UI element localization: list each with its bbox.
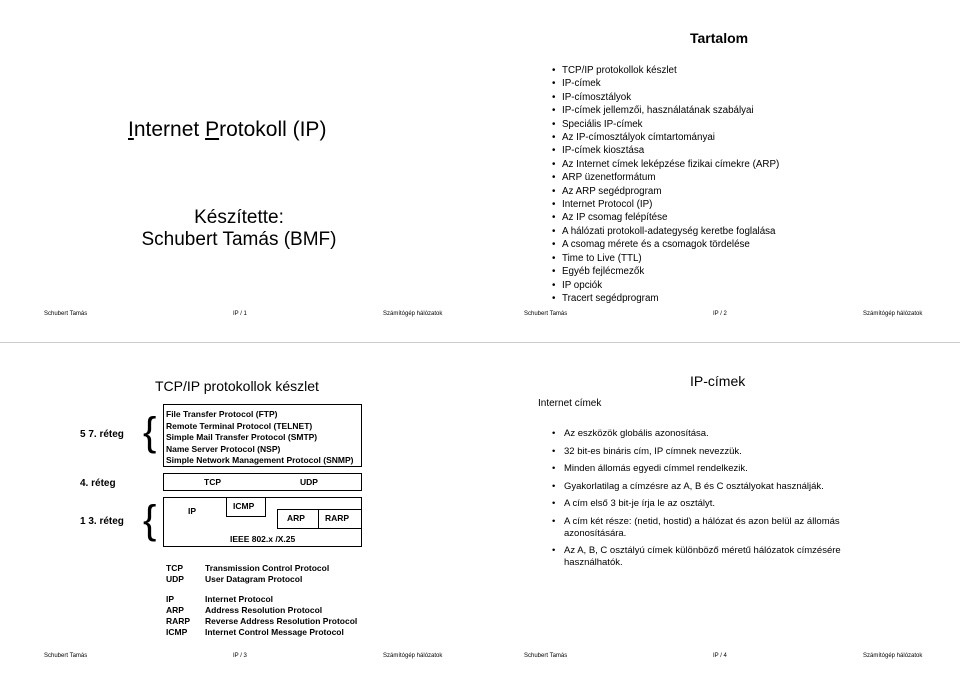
legend-abbr: ICMP xyxy=(166,627,188,637)
legend-abbreviations-1 xyxy=(166,563,184,585)
slide-title: IP-címek xyxy=(690,373,746,389)
footer-author: Schubert Tamás xyxy=(524,653,568,659)
icmp-label: ICMP xyxy=(233,501,255,511)
footer-course: Számítógép hálózatok xyxy=(383,653,443,659)
legend-full: User Datagram Protocol xyxy=(205,574,303,584)
list-item: • Minden állomás egyedi címmel rendelkezik. xyxy=(552,463,882,475)
udp-label: UDP xyxy=(300,477,318,487)
slide-footer xyxy=(480,653,960,663)
legend-definitions-1 xyxy=(205,563,329,585)
list-item: • A cím két része: (netid, hostid) a hálózat és azon belül az állomás azonosítására. xyxy=(552,516,882,540)
legend-abbr: TCP xyxy=(166,563,183,573)
footer-page: IP / 4 xyxy=(713,653,727,659)
presentation-title: Internet Protokoll (IP) xyxy=(128,118,327,141)
tcp-label: TCP xyxy=(204,477,221,487)
footer-author: Schubert Tamás xyxy=(524,311,568,317)
ip-label: IP xyxy=(188,506,197,516)
legend-full: Address Resolution Protocol xyxy=(205,605,323,615)
layer-label-1-3: 1 3. réteg xyxy=(80,516,124,527)
toc-item: • ARP üzenetformátum xyxy=(552,171,779,184)
toc-item: • IP-címosztályok xyxy=(552,91,779,104)
legend-abbreviations-2 xyxy=(166,594,190,638)
toc-item: • Az IP-címosztályok címtartományai xyxy=(552,131,779,144)
legend-full: Internet Protocol xyxy=(205,594,274,604)
protocol-item: File Transfer Protocol (FTP) xyxy=(166,409,278,419)
toc-list xyxy=(552,64,779,305)
legend-full: Internet Control Message Protocol xyxy=(205,627,344,637)
list-item: • Az eszközök globális azonosítása. xyxy=(552,428,882,440)
toc-item: • TCP/IP protokollok készlet xyxy=(552,64,779,77)
toc-heading: Tartalom xyxy=(690,30,749,46)
slide-subtitle: Internet címek xyxy=(538,398,602,409)
author-block xyxy=(128,207,350,251)
footer-author: Schubert Tamás xyxy=(44,653,88,659)
list-item: • A cím első 3 bit-je írja le az osztályt. xyxy=(552,498,882,510)
footer-page: IP / 1 xyxy=(233,311,247,317)
author-label: Készítette: xyxy=(194,207,284,228)
legend-abbr: IP xyxy=(166,594,175,604)
protocol-item: Name Server Protocol (NSP) xyxy=(166,443,281,454)
protocol-item: Simple Mail Transfer Protocol (SMTP) xyxy=(166,432,318,442)
toc-item: • IP-címek kiosztása xyxy=(552,144,779,157)
slide-footer xyxy=(0,653,480,663)
arp-label: ARP xyxy=(287,513,305,523)
slide-footer xyxy=(480,311,960,321)
list-item: • 32 bit-es bináris cím, IP címnek nevezzük. xyxy=(552,446,882,458)
application-layer-box xyxy=(163,404,362,467)
toc-item: • Time to Live (TTL) xyxy=(552,252,779,265)
footer-page: IP / 2 xyxy=(713,311,727,317)
toc-item: • Speciális IP-címek xyxy=(552,118,779,131)
layer-label-5-7: 5 7. réteg xyxy=(80,429,124,440)
legend-full: Reverse Address Resolution Protocol xyxy=(205,616,358,626)
transport-layer-box xyxy=(163,473,362,491)
toc-item: • IP-címek xyxy=(552,77,779,90)
slide-1 xyxy=(0,0,480,342)
list-item: • Gyakorlatilag a címzésre az A, B és C osztályokat használják. xyxy=(552,481,882,493)
brace-icon: { xyxy=(143,498,157,542)
toc-item: • Tracert segédprogram xyxy=(552,292,779,305)
brace-icon: { xyxy=(143,410,157,454)
author-name: Schubert Tamás (BMF) xyxy=(141,229,337,250)
footer-author: Schubert Tamás xyxy=(44,311,88,317)
legend-abbr: ARP xyxy=(166,605,184,615)
protocol-item: Simple Network Management Protocol (SNMP) xyxy=(166,455,354,465)
footer-course: Számítógép hálózatok xyxy=(383,311,443,317)
slide-footer xyxy=(0,311,480,321)
legend-abbr: UDP xyxy=(166,574,184,584)
footer-course: Számítógép hálózatok xyxy=(863,653,923,659)
toc-item: • IP-címek jellemzői, használatának szabályai xyxy=(552,104,779,117)
rarp-label: RARP xyxy=(325,513,350,523)
footer-page: IP / 3 xyxy=(233,653,247,659)
list-item: • Az A, B, C osztályú címek különböző méretű hálózatok címzésére használhatók. xyxy=(552,545,882,569)
toc-item: • Az IP csomag felépítése xyxy=(552,211,779,224)
legend-abbr: RARP xyxy=(166,616,191,626)
slide-title: TCP/IP protokollok készlet xyxy=(155,378,319,394)
ieee-label: IEEE 802.x /X.25 xyxy=(230,534,296,544)
legend-definitions-2 xyxy=(205,594,357,638)
ip-address-list xyxy=(552,428,882,575)
toc-item: • A csomag mérete és a csomagok tördelése xyxy=(552,238,779,251)
layer-label-4: 4. réteg xyxy=(80,478,116,489)
toc-item: • Internet Protocol (IP) xyxy=(552,198,779,211)
legend-full: Transmission Control Protocol xyxy=(205,563,330,573)
toc-item: • Az Internet címek leképzése fizikai címekre (ARP) xyxy=(552,158,779,171)
toc-item: • Egyéb fejlécmezők xyxy=(552,265,779,278)
footer-course: Számítógép hálózatok xyxy=(863,311,923,317)
protocol-item: Remote Terminal Protocol (TELNET) xyxy=(166,420,313,431)
toc-item: • Az ARP segédprogram xyxy=(552,185,779,198)
arp-rarp-divider xyxy=(318,509,319,529)
toc-item: • A hálózati protokoll-adategység keretbe foglalása xyxy=(552,225,779,238)
toc-item: • IP opciók xyxy=(552,279,779,292)
